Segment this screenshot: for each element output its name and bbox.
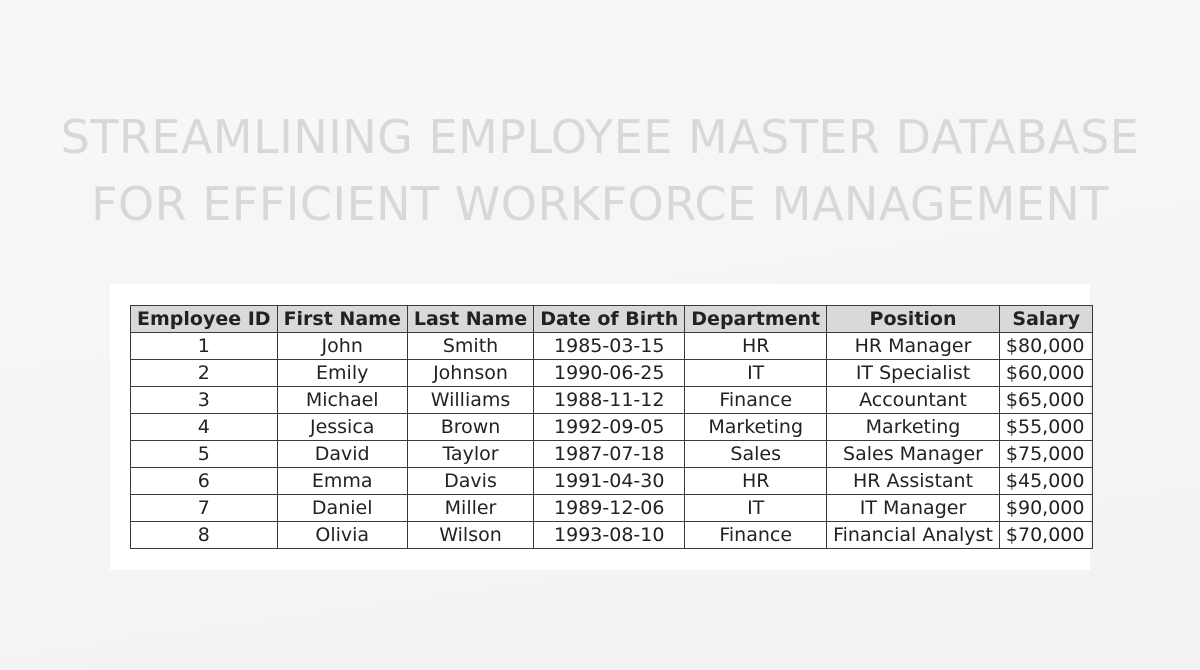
cell-salary: $65,000 (999, 387, 1093, 414)
cell-first-name: Emma (277, 468, 407, 495)
cell-department: HR (685, 333, 827, 360)
cell-first-name: Daniel (277, 495, 407, 522)
table-header (131, 306, 1093, 333)
table-row (131, 387, 1093, 414)
cell-position: HR Manager (827, 333, 1000, 360)
cell-position: IT Specialist (827, 360, 1000, 387)
table-row (131, 468, 1093, 495)
cell-employee-id: 1 (131, 333, 278, 360)
cell-salary: $90,000 (999, 495, 1093, 522)
cell-first-name: Jessica (277, 414, 407, 441)
cell-last-name: Brown (407, 414, 533, 441)
cell-employee-id: 6 (131, 468, 278, 495)
cell-last-name: Johnson (407, 360, 533, 387)
cell-department: Finance (685, 387, 827, 414)
cell-last-name: Davis (407, 468, 533, 495)
cell-last-name: Taylor (407, 441, 533, 468)
cell-first-name: Olivia (277, 522, 407, 549)
cell-department: Marketing (685, 414, 827, 441)
table-row (131, 522, 1093, 549)
cell-date-of-birth: 1988-11-12 (534, 387, 685, 414)
table-row (131, 414, 1093, 441)
cell-position: Sales Manager (827, 441, 1000, 468)
header-employee-id: Employee ID (131, 306, 278, 333)
cell-employee-id: 2 (131, 360, 278, 387)
cell-position: HR Assistant (827, 468, 1000, 495)
cell-date-of-birth: 1989-12-06 (534, 495, 685, 522)
table-body (131, 333, 1093, 549)
cell-last-name: Williams (407, 387, 533, 414)
cell-salary: $55,000 (999, 414, 1093, 441)
cell-first-name: David (277, 441, 407, 468)
cell-department: HR (685, 468, 827, 495)
cell-date-of-birth: 1987-07-18 (534, 441, 685, 468)
title-line-1: STREAMLINING EMPLOYEE MASTER DATABASE (60, 110, 1140, 164)
cell-salary: $60,000 (999, 360, 1093, 387)
cell-department: Finance (685, 522, 827, 549)
employee-table (130, 305, 1093, 549)
header-date-of-birth: Date of Birth (534, 306, 685, 333)
cell-first-name: Michael (277, 387, 407, 414)
cell-date-of-birth: 1993-08-10 (534, 522, 685, 549)
page-title (0, 104, 1200, 238)
cell-position: IT Manager (827, 495, 1000, 522)
cell-date-of-birth: 1991-04-30 (534, 468, 685, 495)
cell-department: Sales (685, 441, 827, 468)
title-line-2: FOR EFFICIENT WORKFORCE MANAGEMENT (91, 177, 1109, 231)
header-row (131, 306, 1093, 333)
cell-department: IT (685, 360, 827, 387)
table-row (131, 360, 1093, 387)
cell-salary: $75,000 (999, 441, 1093, 468)
cell-salary: $80,000 (999, 333, 1093, 360)
cell-employee-id: 5 (131, 441, 278, 468)
header-salary: Salary (999, 306, 1093, 333)
table-row (131, 441, 1093, 468)
table-row (131, 495, 1093, 522)
cell-first-name: John (277, 333, 407, 360)
header-department: Department (685, 306, 827, 333)
cell-first-name: Emily (277, 360, 407, 387)
cell-employee-id: 7 (131, 495, 278, 522)
cell-last-name: Smith (407, 333, 533, 360)
header-last-name: Last Name (407, 306, 533, 333)
cell-position: Accountant (827, 387, 1000, 414)
cell-position: Marketing (827, 414, 1000, 441)
cell-position: Financial Analyst (827, 522, 1000, 549)
cell-last-name: Miller (407, 495, 533, 522)
header-first-name: First Name (277, 306, 407, 333)
cell-date-of-birth: 1992-09-05 (534, 414, 685, 441)
cell-date-of-birth: 1985-03-15 (534, 333, 685, 360)
table-row (131, 333, 1093, 360)
cell-employee-id: 3 (131, 387, 278, 414)
table-card (110, 284, 1090, 570)
cell-date-of-birth: 1990-06-25 (534, 360, 685, 387)
cell-salary: $45,000 (999, 468, 1093, 495)
cell-last-name: Wilson (407, 522, 533, 549)
cell-employee-id: 8 (131, 522, 278, 549)
cell-salary: $70,000 (999, 522, 1093, 549)
cell-department: IT (685, 495, 827, 522)
header-position: Position (827, 306, 1000, 333)
cell-employee-id: 4 (131, 414, 278, 441)
